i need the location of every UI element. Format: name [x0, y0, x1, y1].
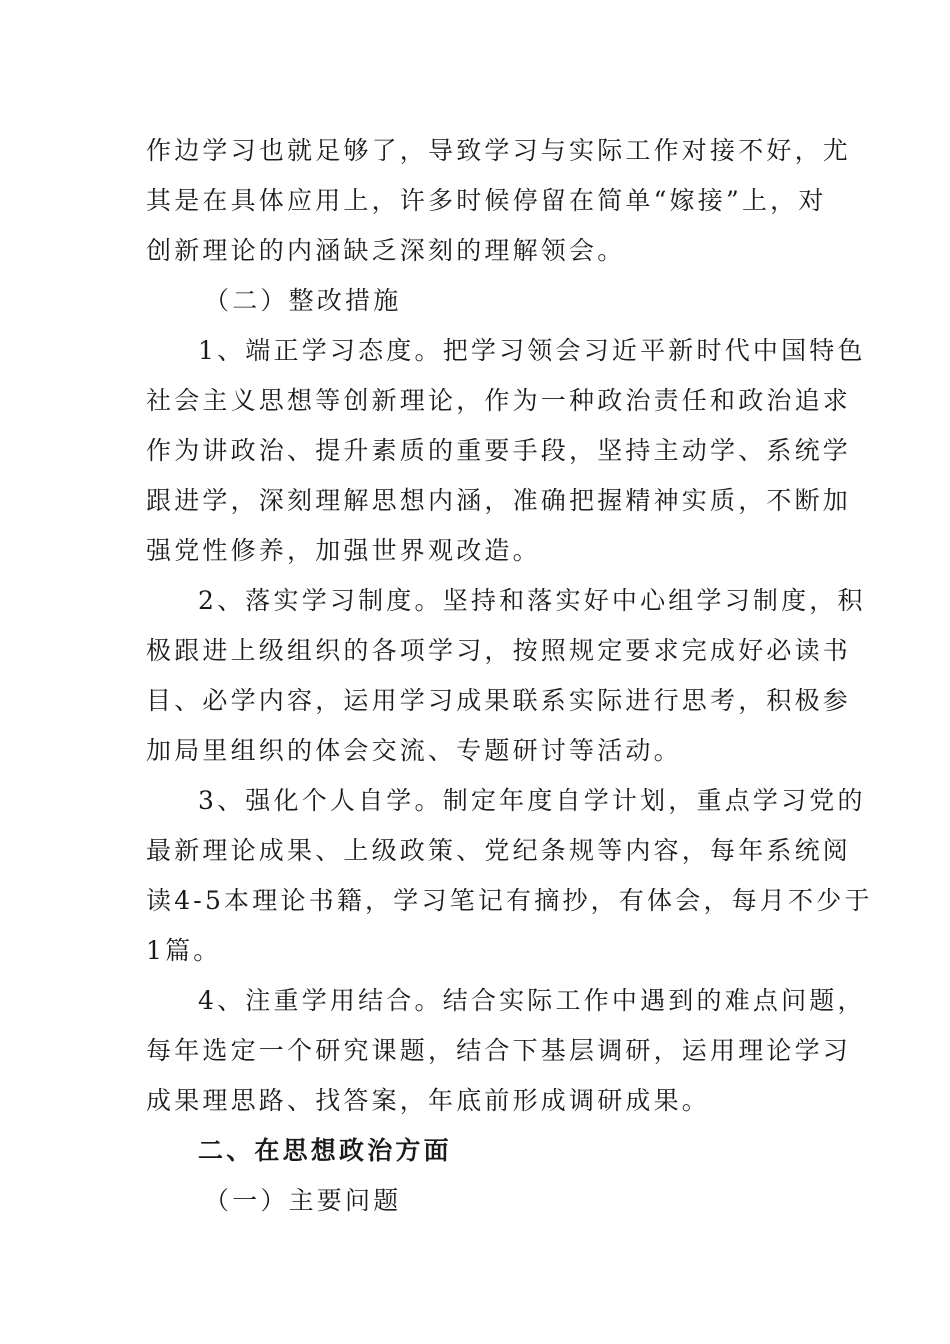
paragraph-item-2	[146, 576, 866, 776]
subheading-main-problems	[146, 1176, 806, 1226]
text-line: 1篇。	[146, 936, 222, 965]
document-page	[146, 126, 873, 1226]
text-line: 其是在具体应用上，许多时候停留在简单“嫁接”上，对	[146, 186, 827, 215]
paragraph-item-4	[146, 976, 866, 1126]
section-heading-ideology-politics	[146, 1126, 806, 1176]
text-line: 2、落实学习制度。坚持和落实好中心组学习制度，积	[198, 586, 866, 615]
text-line: 1、端正学习态度。把学习领会习近平新时代中国特色	[198, 336, 866, 365]
text-line: 目、必学内容，运用学习成果联系实际进行思考，积极参	[146, 686, 852, 715]
text-line: 极跟进上级组织的各项学习，按照规定要求完成好必读书	[146, 636, 852, 665]
text-line: 加局里组织的体会交流、专题研讨等活动。	[146, 736, 682, 765]
text-line: 3、强化个人自学。制定年度自学计划，重点学习党的	[198, 786, 866, 815]
text-line: 社会主义思想等创新理论，作为一种政治责任和政治追求	[146, 386, 852, 415]
subheading-text: （二）整改措施	[204, 286, 402, 315]
text-line: 读4-5本理论书籍，学习笔记有摘抄，有体会，每月不少于	[146, 886, 873, 915]
text-line: 每年选定一个研究课题，结合下基层调研，运用理论学习	[146, 1036, 852, 1065]
paragraph-continuation	[146, 126, 852, 276]
paragraph-item-3	[146, 776, 873, 976]
text-line: 4、注重学用结合。结合实际工作中遇到的难点问题，	[198, 986, 866, 1015]
text-line: 跟进学，深刻理解思想内涵，准确把握精神实质，不断加	[146, 486, 852, 515]
section-heading-text: 二、在思想政治方面	[198, 1136, 452, 1165]
text-line: 创新理论的内涵缺乏深刻的理解领会。	[146, 236, 626, 265]
paragraph-item-1	[146, 326, 866, 576]
subheading-text: （一）主要问题	[204, 1186, 402, 1215]
text-line: 作边学习也就足够了，导致学习与实际工作对接不好，尤	[146, 136, 852, 165]
text-line: 强党性修养，加强世界观改造。	[146, 536, 541, 565]
subheading-rectification-measures	[146, 276, 806, 326]
text-line: 成果理思路、找答案，年底前形成调研成果。	[146, 1086, 711, 1115]
text-line: 最新理论成果、上级政策、党纪条规等内容，每年系统阅	[146, 836, 852, 865]
text-line: 作为讲政治、提升素质的重要手段，坚持主动学、系统学	[146, 436, 852, 465]
